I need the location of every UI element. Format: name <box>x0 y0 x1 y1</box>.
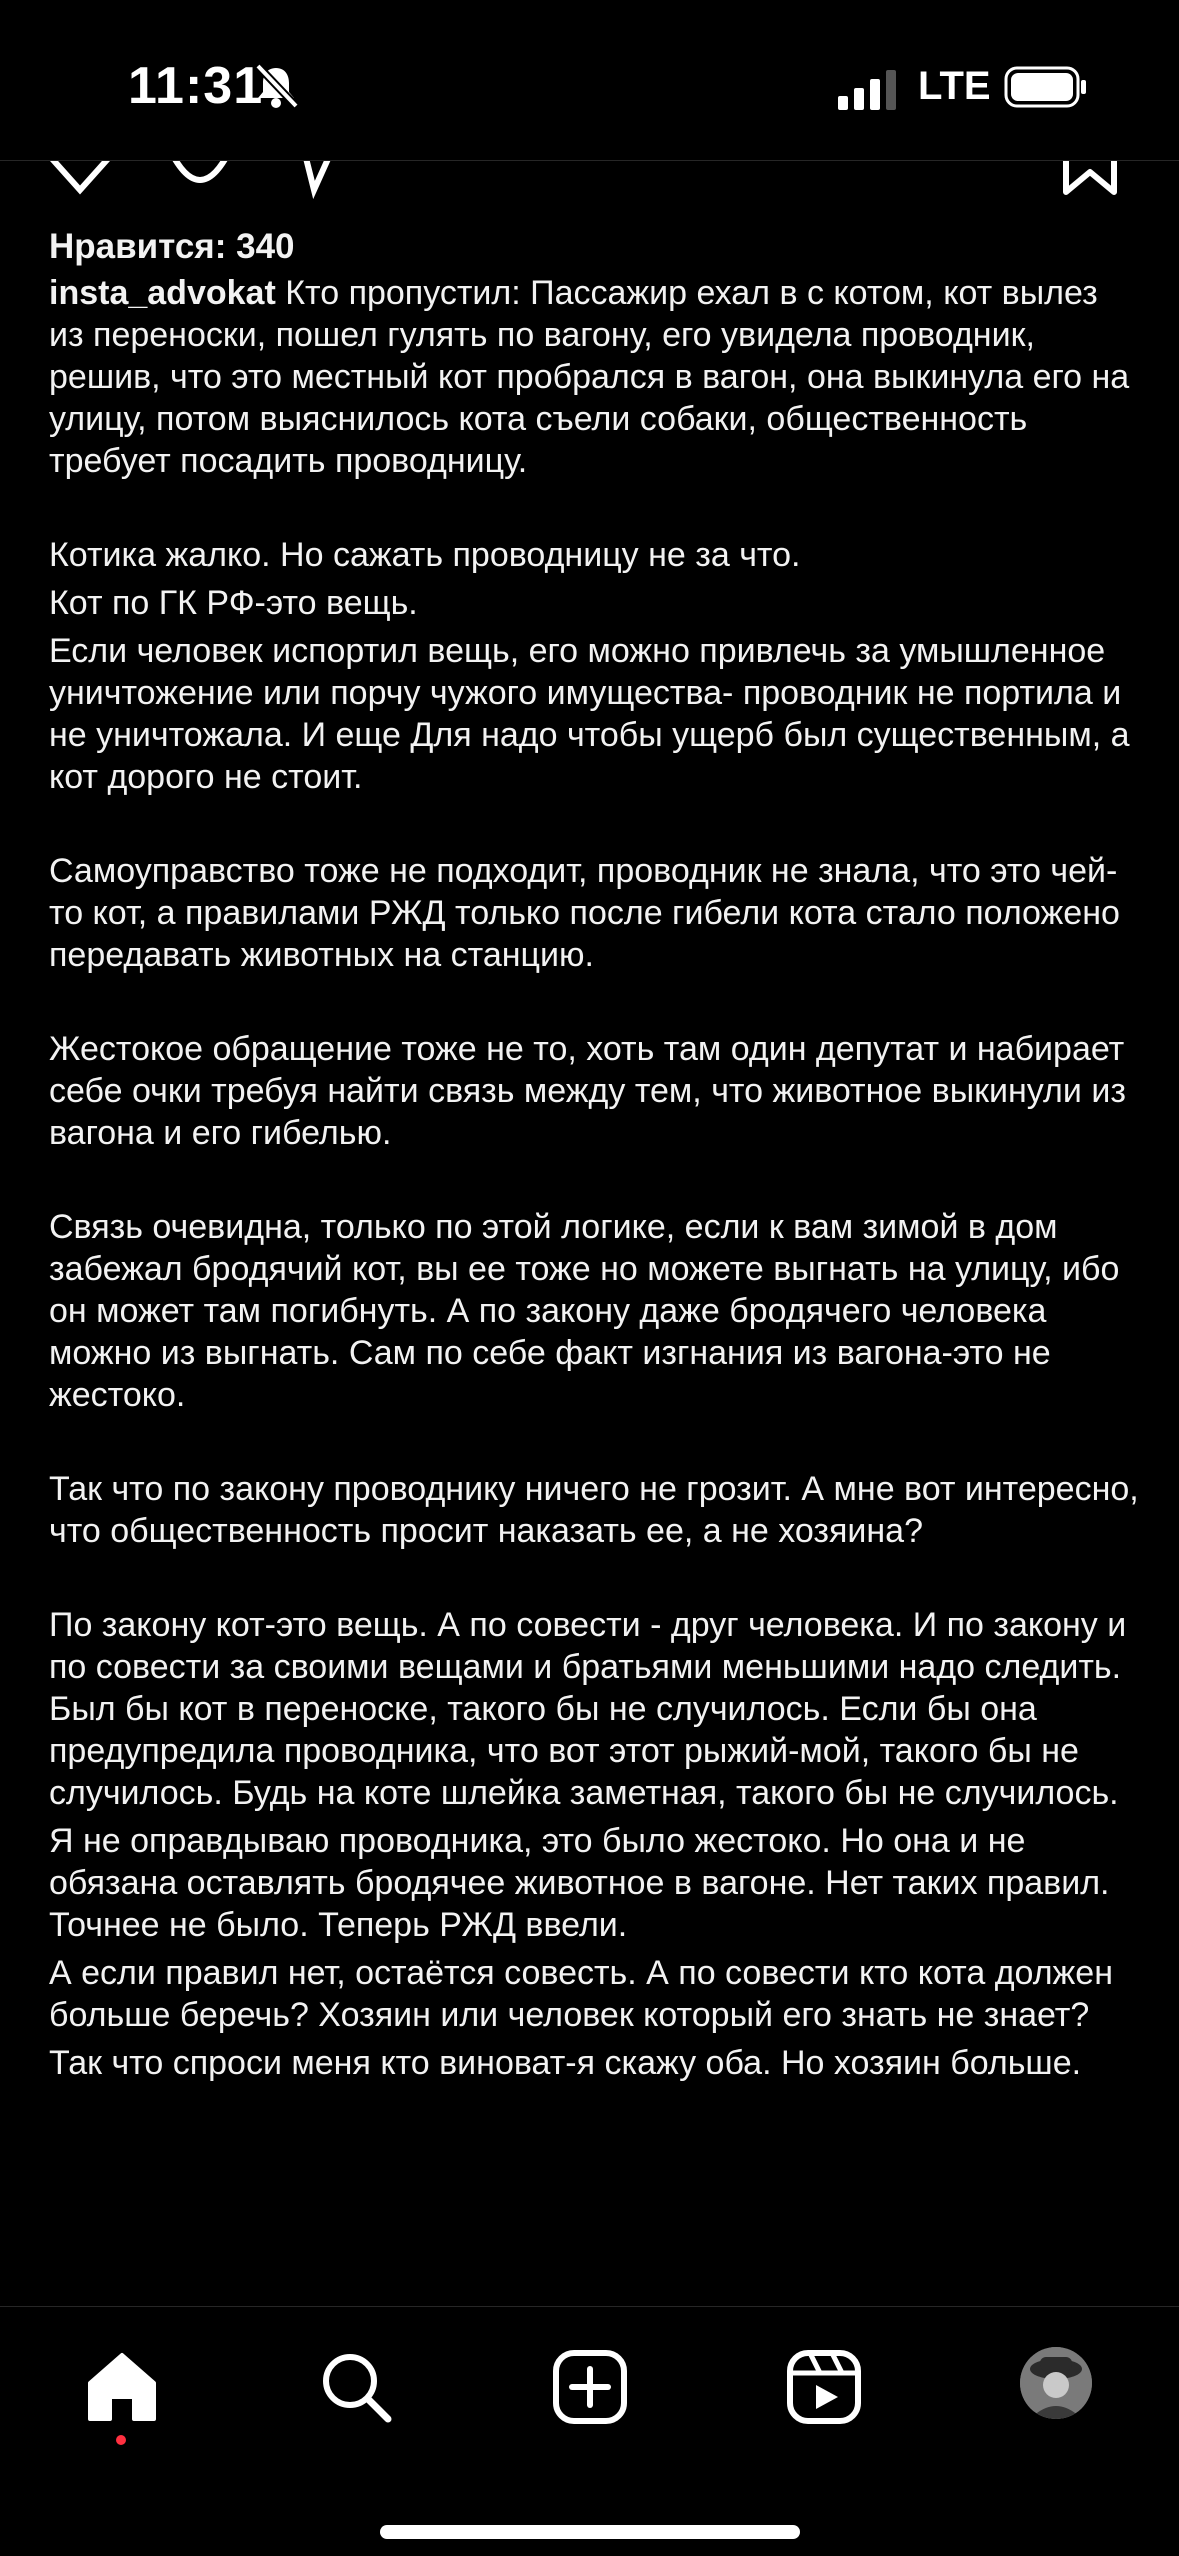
status-time: 11:31 <box>128 57 264 115</box>
top-divider <box>0 160 1179 161</box>
create-icon[interactable] <box>550 2347 630 2427</box>
battery-icon <box>1004 66 1088 108</box>
silent-bell-icon <box>250 60 302 112</box>
caption-text: Кто пропустил: Пассажир ехал в с котом, кот вылез из переноски, пошел гулять по вагону, его увидела проводник, решив, что это местный кот пробрался в вагон, она выкинула его на улицу, потом выяснилось кота съели собаки, общественность требует посадить проводницу. <box>49 274 1130 480</box>
caption-line: Кот по ГК РФ-это вещь. <box>49 584 418 622</box>
caption-line: Так что по закону проводнику ничего не грозит. А мне вот интересно, что общественность просит наказать ее, а не хозяина? <box>49 1470 1139 1550</box>
home-icon[interactable] <box>82 2347 162 2427</box>
caption-line: Связь очевидна, только по этой логике, если к вам зимой в дом забежал бродячий кот, вы ее тоже но можете выгнать на улицу, ибо он может там погибнуть. А по закону даже бродячего человека можно из выгнать. Сам по себе факт изгнания из вагона-это не жестоко. <box>49 1208 1120 1414</box>
post-content <box>49 226 1139 2084</box>
search-icon[interactable] <box>316 2347 396 2427</box>
notification-dot <box>116 2435 126 2445</box>
caption-line: Я не оправдываю проводника, это было жестоко. Но она и не обязана оставлять бродячее животное в вагоне. Нет таких правил. Точнее не было. Теперь РЖД ввели. <box>49 1822 1110 1944</box>
caption-line: По закону кот-это вещь. А по совести - друг человека. И по закону и по совести за своими вещами и братьями меньшими надо следить. Был бы кот в переноске, такого бы не случилось. Если бы она предупредила проводника, что вот этот рыжий-мой, такого бы не случилось. Будь на коте шлейка заметная, такого бы не случилось. <box>49 1606 1127 1812</box>
cellular-signal-icon <box>838 70 898 110</box>
caption-username[interactable]: insta_advokat <box>49 274 276 312</box>
likes-count[interactable]: Нравится: 340 <box>49 227 295 266</box>
status-bar <box>0 0 1179 160</box>
caption-line: А если правил нет, остаётся совесть. А по совести кто кота должен больше беречь? Хозяин или человек который его знать не знает? <box>49 1954 1113 2034</box>
caption-line: Котика жалко. Но сажать проводницу не за что. <box>49 536 801 574</box>
caption-line: Жестокое обращение тоже не то, хоть там один депутат и набирает себе очки требуя найти связь между тем, что животное выкинули из вагона и его гибелью. <box>49 1030 1126 1152</box>
reels-icon[interactable] <box>784 2347 864 2427</box>
profile-avatar[interactable] <box>1020 2347 1092 2419</box>
caption-line: Так что спроси меня кто виноват-я скажу оба. Но хозяин больше. <box>49 2044 1082 2082</box>
avatar-image <box>1020 2347 1092 2419</box>
bottom-nav <box>0 2307 1179 2556</box>
network-type: LTE <box>918 64 991 108</box>
caption-line: Самоуправство тоже не подходит, проводник не знала, что это чей-то кот, а правилами РЖД только после гибели кота стало положено передавать животных на станцию. <box>49 852 1120 974</box>
home-indicator[interactable] <box>380 2525 800 2539</box>
caption <box>49 272 1139 482</box>
caption-line: Если человек испортил вещь, его можно привлечь за умышленное уничтожение или порчу чужого имущества- проводник не портила и не уничтожала. И еще Для надо чтобы ущерб был существенным, а кот дорого не стоит. <box>49 632 1130 796</box>
